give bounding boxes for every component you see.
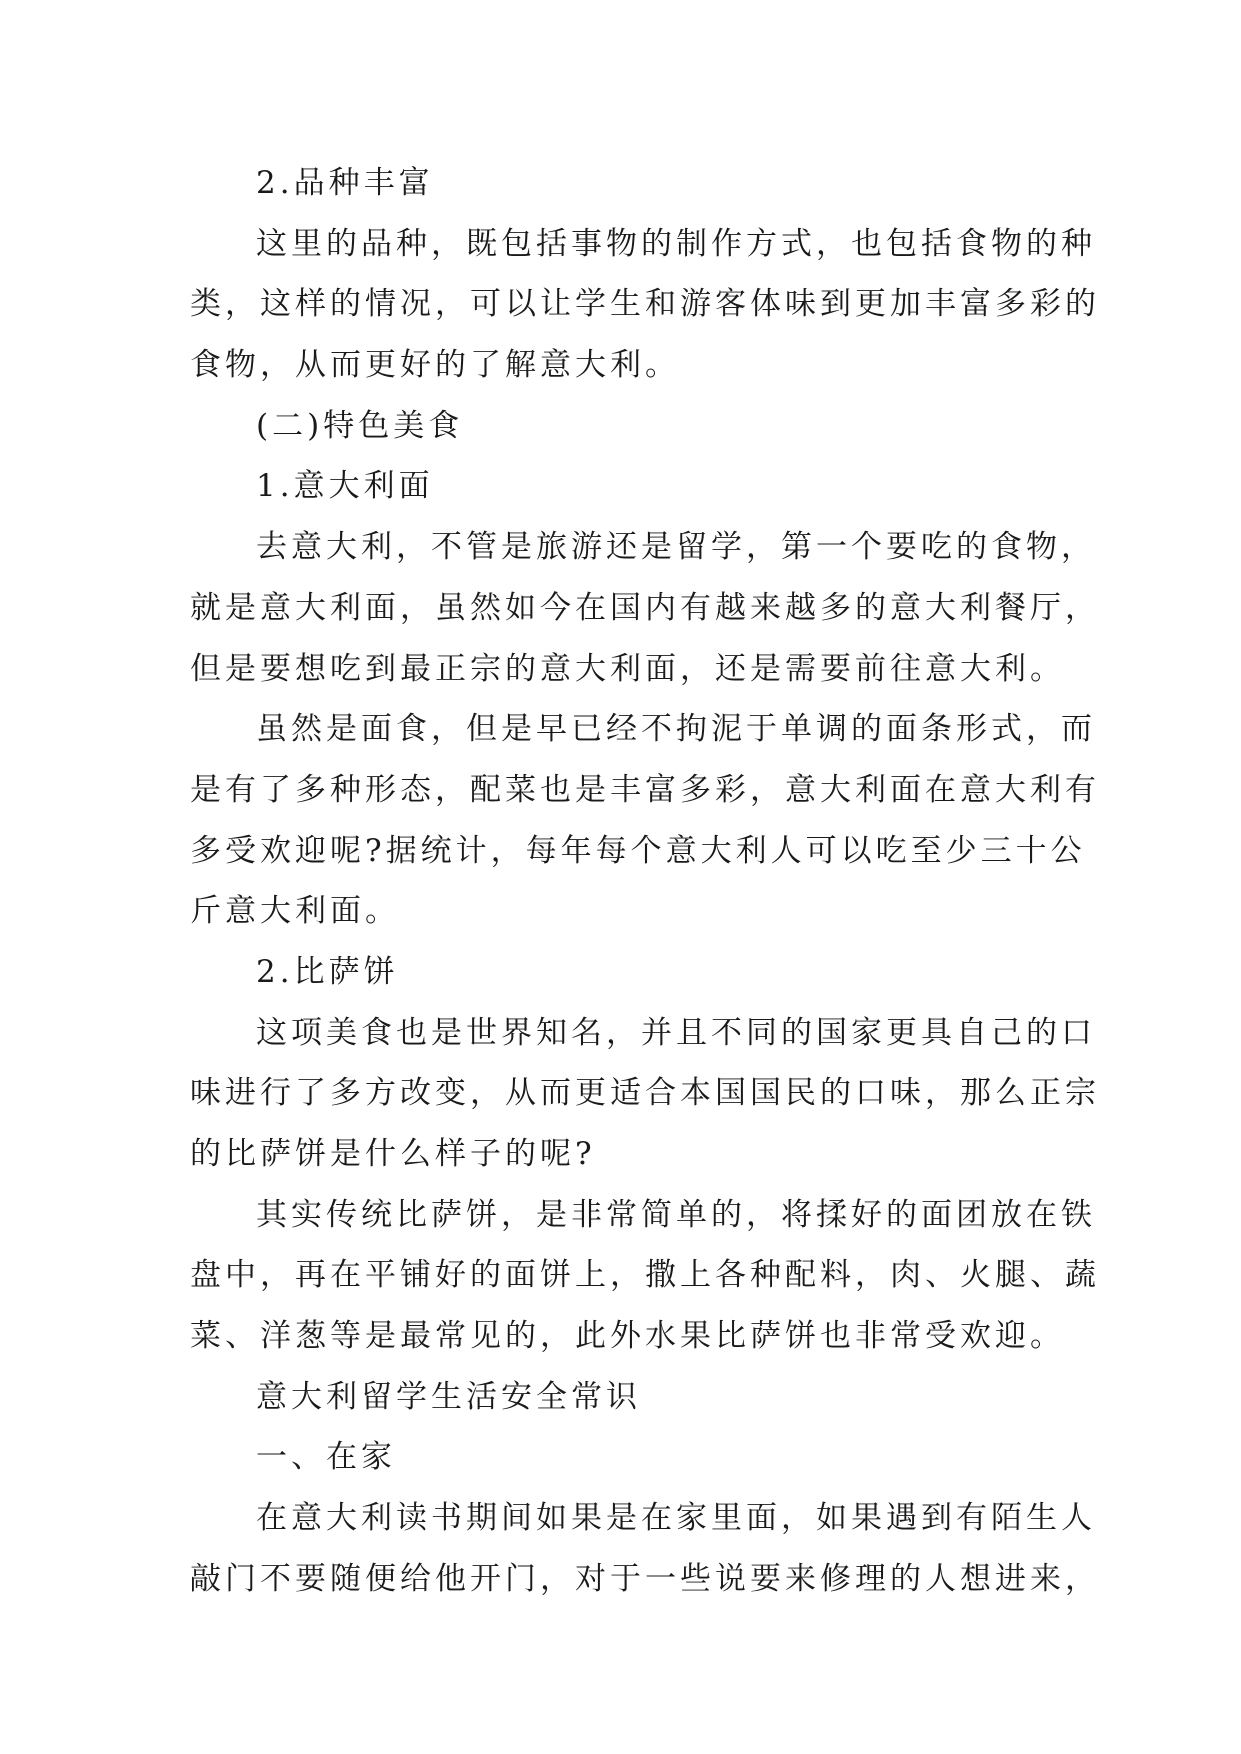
paragraph-line: 去意大利，不管是旅游还是留学，第一个要吃的食物， xyxy=(256,529,1096,566)
paragraph-line: 其实传统比萨饼，是非常简单的，将揉好的面团放在铁 xyxy=(256,1196,1096,1233)
paragraph-line: 敲门不要随便给他开门，对于一些说要来修理的人想进来， xyxy=(190,1560,1100,1597)
section-heading-pizza: 2.比萨饼 xyxy=(256,953,399,990)
section-heading-specialty-food: (二)特色美食 xyxy=(256,407,464,444)
paragraph-line: 类，这样的情况，可以让学生和游客体味到更加丰富多彩的 xyxy=(190,286,1100,323)
section-heading-pasta: 1.意大利面 xyxy=(256,468,434,505)
section-heading-at-home: 一、在家 xyxy=(256,1439,396,1476)
paragraph-line: 斤意大利面。 xyxy=(190,893,400,930)
paragraph-line: 食物，从而更好的了解意大利。 xyxy=(190,347,680,384)
paragraph-line: 就是意大利面，虽然如今在国内有越来越多的意大利餐厅， xyxy=(190,589,1100,626)
paragraph-line: 菜、洋葱等是最常见的，此外水果比萨饼也非常受欢迎。 xyxy=(190,1318,1065,1355)
paragraph-line: 多受欢迎呢?据统计，每年每个意大利人可以吃至少三十公 xyxy=(190,832,1086,869)
paragraph-line: 盘中，再在平铺好的面饼上，撒上各种配料，肉、火腿、蔬 xyxy=(190,1257,1100,1294)
paragraph-line: 这里的品种，既包括事物的制作方式，也包括食物的种 xyxy=(256,225,1096,262)
section-heading-variety: 2.品种丰富 xyxy=(256,165,434,201)
paragraph-line: 在意大利读书期间如果是在家里面，如果遇到有陌生人 xyxy=(256,1500,1096,1537)
section-heading-safety: 意大利留学生活安全常识 xyxy=(256,1378,641,1415)
paragraph-line: 这项美食也是世界知名，并且不同的国家更具自己的口 xyxy=(256,1014,1096,1051)
paragraph-line: 是有了多种形态，配菜也是丰富多彩，意大利面在意大利有 xyxy=(190,771,1100,808)
paragraph-line: 的比萨饼是什么样子的呢? xyxy=(190,1136,596,1172)
paragraph-line: 虽然是面食，但是早已经不拘泥于单调的面条形式，而 xyxy=(256,711,1096,748)
paragraph-line: 味进行了多方改变，从而更适合本国国民的口味，那么正宗 xyxy=(190,1075,1100,1112)
document-body xyxy=(190,153,1100,1610)
paragraph-line: 但是要想吃到最正宗的意大利面，还是需要前往意大利。 xyxy=(190,650,1065,687)
